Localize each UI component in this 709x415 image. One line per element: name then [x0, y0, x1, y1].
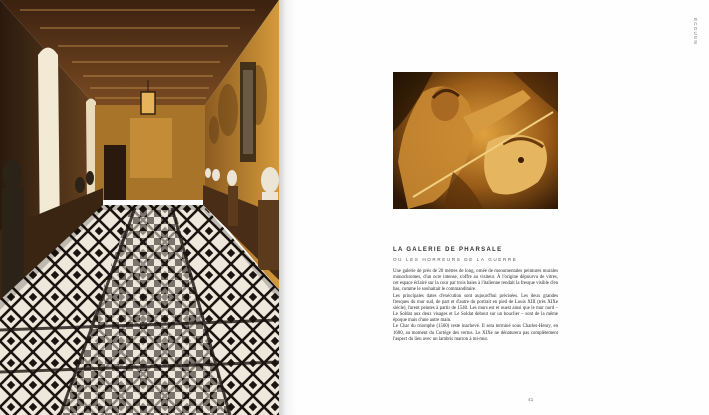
section-subtitle: OU LES HORREURS DE LA GUERRE: [393, 257, 518, 262]
running-head: ÉCOUEN: [693, 18, 698, 45]
body-paragraph: Le Char du triomphe (1560) reste inachevé. Il sera terminé sous Charles-Henry, en 1600, au moment du Cortège des vertus. Le XIXe ne dénaturera pas complètement l'aspect du lieu avec un lambris marron à mi-mur.: [393, 324, 558, 342]
book-gutter: [279, 0, 297, 415]
body-paragraph: Une galerie de près de 20 mètres de long, ornée de monumentales peintures murales monochromes, d'un ocre intense, s'offre au visiteur. À l'origine dépourvu de vitres, cet espace éclairé sur la cour par trois baies à l'italienne rendait la fresque visible d'en bas, comme le souhaitait le commanditaire.: [393, 269, 558, 293]
fresco-detail-photo: [393, 72, 558, 209]
section-heading: [393, 246, 593, 264]
body-text: [393, 269, 558, 343]
section-title: LA GALERIE DE PHARSALE: [393, 247, 503, 253]
page-number: 41: [528, 398, 534, 403]
body-paragraph: Les principales dates d'exécution sont aujourd'hui précisées. Les deux grandes fresques du mur sud, de part et d'autre du portrait en pied de Louis XIII (très XIXe siècle), furent peintes à partir de 1540. Les murs est et ouest ainsi que le mur nord – Le Soldat aux deux visages et Le Soldat debout sur un bouclier – sont de la même époque mais d'une autre main.: [393, 293, 558, 324]
gallery-photo: [0, 0, 279, 415]
